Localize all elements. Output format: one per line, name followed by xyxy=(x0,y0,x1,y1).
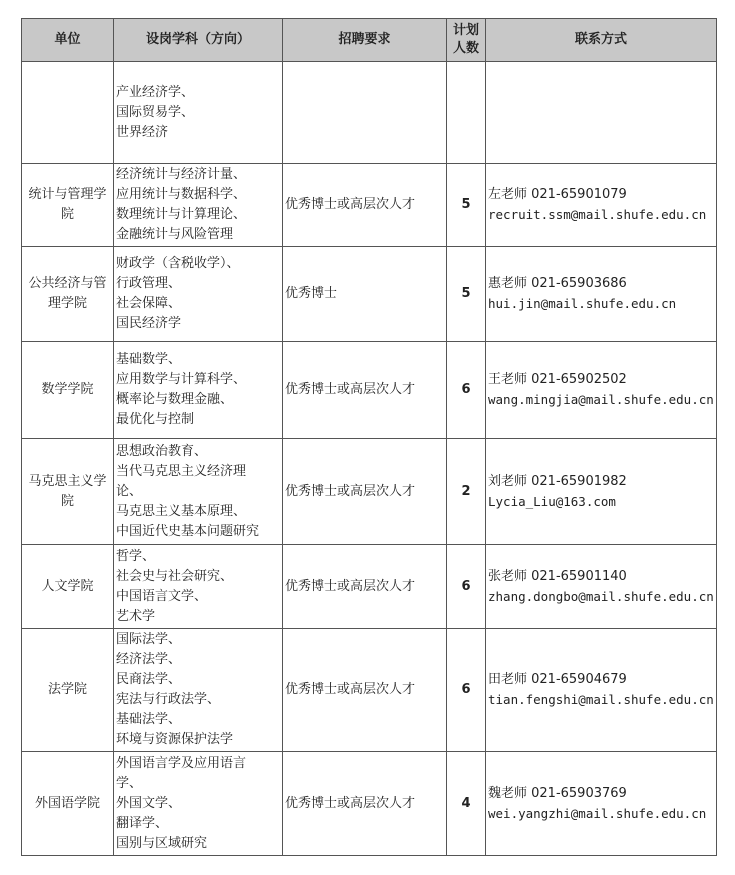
table-row xyxy=(22,247,717,342)
table-row xyxy=(22,439,717,545)
unit-cell xyxy=(22,62,114,164)
discipline-line: 行政管理、 xyxy=(116,276,182,291)
unit-cell: 马克思主义学院 xyxy=(22,439,114,545)
contact-cell xyxy=(486,545,717,629)
header-plan-line2: 人数 xyxy=(452,41,479,56)
unit-cell: 人文学院 xyxy=(22,545,114,629)
discipline-line: 中国语言文学、 xyxy=(116,588,208,604)
discipline-line: 民商法学、 xyxy=(116,672,182,687)
discipline-line: 社会保障、 xyxy=(116,296,182,311)
contact-name: 魏老师 021-65903769 xyxy=(488,785,627,801)
discipline-cell xyxy=(114,342,283,439)
contact-email: Lycia_Liu@163.com xyxy=(488,493,616,509)
discipline-line: 外国语言学及应用语言 xyxy=(116,755,247,771)
unit-cell: 数学学院 xyxy=(22,342,114,439)
requirement-cell: 优秀博士或高层次人才 xyxy=(283,629,447,752)
count-cell: 5 xyxy=(447,247,486,342)
discipline-line: 最优化与控制 xyxy=(116,412,195,427)
contact-email: wei.yangzhi@mail.shufe.edu.cn xyxy=(488,805,707,821)
contact-email: zhang.dongbo@mail.shufe.edu.cn xyxy=(488,588,714,604)
discipline-cell xyxy=(114,629,283,752)
discipline-cell xyxy=(114,752,283,856)
unit-cell: 公共经济与管理学院 xyxy=(22,247,114,342)
discipline-line: 论、 xyxy=(116,483,143,499)
requirement-cell: 优秀博士或高层次人才 xyxy=(283,439,447,545)
header-row xyxy=(22,19,717,62)
discipline-line: 哲学、 xyxy=(116,548,156,564)
discipline-line: 金融统计与风险管理 xyxy=(116,227,234,242)
count-cell: 4 xyxy=(447,752,486,856)
recruitment-table xyxy=(21,18,717,856)
discipline-line: 数理统计与计算理论、 xyxy=(116,207,247,222)
header-discipline: 设岗学科（方向） xyxy=(114,19,283,62)
discipline-line: 经济法学、 xyxy=(116,652,182,667)
discipline-line: 财政学（含税收学）、 xyxy=(116,256,240,271)
discipline-line: 当代马克思主义经济理 xyxy=(116,463,247,479)
discipline-line: 国民经济学 xyxy=(116,316,182,331)
contact-cell xyxy=(486,342,717,439)
discipline-line: 思想政治教育、 xyxy=(116,443,208,459)
contact-name: 张老师 021-65901140 xyxy=(488,568,627,584)
count-cell: 5 xyxy=(447,164,486,247)
table-row xyxy=(22,62,717,164)
discipline-line: 环境与资源保护法学 xyxy=(116,732,234,747)
discipline-line: 宪法与行政法学、 xyxy=(116,692,221,707)
count-cell: 6 xyxy=(447,342,486,439)
table-row xyxy=(22,164,717,247)
count-cell: 6 xyxy=(447,545,486,629)
requirement-cell: 优秀博士或高层次人才 xyxy=(283,752,447,856)
discipline-cell xyxy=(114,439,283,545)
discipline-line: 基础数学、 xyxy=(116,352,182,367)
table-row xyxy=(22,545,717,629)
contact-email: tian.fengshi@mail.shufe.edu.cn xyxy=(488,692,714,707)
contact-name: 惠老师 021-65903686 xyxy=(488,276,627,291)
discipline-line: 艺术学 xyxy=(116,608,156,624)
requirement-cell: 优秀博士或高层次人才 xyxy=(283,545,447,629)
discipline-line: 经济统计与经济计量、 xyxy=(116,167,247,182)
requirement-cell: 优秀博士或高层次人才 xyxy=(283,164,447,247)
discipline-cell xyxy=(114,62,283,164)
discipline-line: 外国文学、 xyxy=(116,795,182,811)
discipline-line: 产业经济学、 xyxy=(116,84,195,100)
header-unit: 单位 xyxy=(22,19,114,62)
discipline-line: 国际法学、 xyxy=(116,632,182,647)
requirement-cell: 优秀博士或高层次人才 xyxy=(283,342,447,439)
table-row xyxy=(22,629,717,752)
table-row xyxy=(22,342,717,439)
header-contact: 联系方式 xyxy=(486,19,717,62)
contact-cell xyxy=(486,752,717,856)
contact-cell xyxy=(486,164,717,247)
discipline-line: 基础法学、 xyxy=(116,712,182,727)
header-plan-count xyxy=(447,19,486,62)
discipline-line: 世界经济 xyxy=(116,124,169,140)
discipline-cell xyxy=(114,545,283,629)
discipline-line: 马克思主义基本原理、 xyxy=(116,503,247,519)
contact-name: 刘老师 021-65901982 xyxy=(488,473,627,489)
contact-email: hui.jin@mail.shufe.edu.cn xyxy=(488,296,677,311)
contact-email: recruit.ssm@mail.shufe.edu.cn xyxy=(488,207,707,222)
discipline-line: 国际贸易学、 xyxy=(116,104,195,120)
unit-cell: 外国语学院 xyxy=(22,752,114,856)
count-cell: 6 xyxy=(447,629,486,752)
count-cell xyxy=(447,62,486,164)
contact-cell xyxy=(486,62,717,164)
discipline-line: 国别与区域研究 xyxy=(116,835,208,851)
contact-cell xyxy=(486,439,717,545)
discipline-line: 学、 xyxy=(116,775,143,791)
unit-cell: 统计与管理学院 xyxy=(22,164,114,247)
contact-cell xyxy=(486,629,717,752)
discipline-line: 中国近代史基本问题研究 xyxy=(116,523,260,539)
contact-name: 左老师 021-65901079 xyxy=(488,187,627,202)
discipline-cell xyxy=(114,164,283,247)
requirement-cell xyxy=(283,62,447,164)
unit-cell: 法学院 xyxy=(22,629,114,752)
discipline-line: 社会史与社会研究、 xyxy=(116,568,234,584)
header-plan-line1: 计划 xyxy=(452,23,479,38)
discipline-cell xyxy=(114,247,283,342)
header-requirement: 招聘要求 xyxy=(283,19,447,62)
contact-name: 田老师 021-65904679 xyxy=(488,672,627,687)
table-row xyxy=(22,752,717,856)
discipline-line: 应用数学与计算科学、 xyxy=(116,372,247,387)
discipline-line: 概率论与数理金融、 xyxy=(116,392,234,407)
contact-email: wang.mingjia@mail.shufe.edu.cn xyxy=(488,392,714,407)
count-cell: 2 xyxy=(447,439,486,545)
discipline-line: 翻译学、 xyxy=(116,815,169,831)
contact-name: 王老师 021-65902502 xyxy=(488,372,627,387)
discipline-line: 应用统计与数据科学、 xyxy=(116,187,247,202)
contact-cell xyxy=(486,247,717,342)
requirement-cell: 优秀博士 xyxy=(283,247,447,342)
